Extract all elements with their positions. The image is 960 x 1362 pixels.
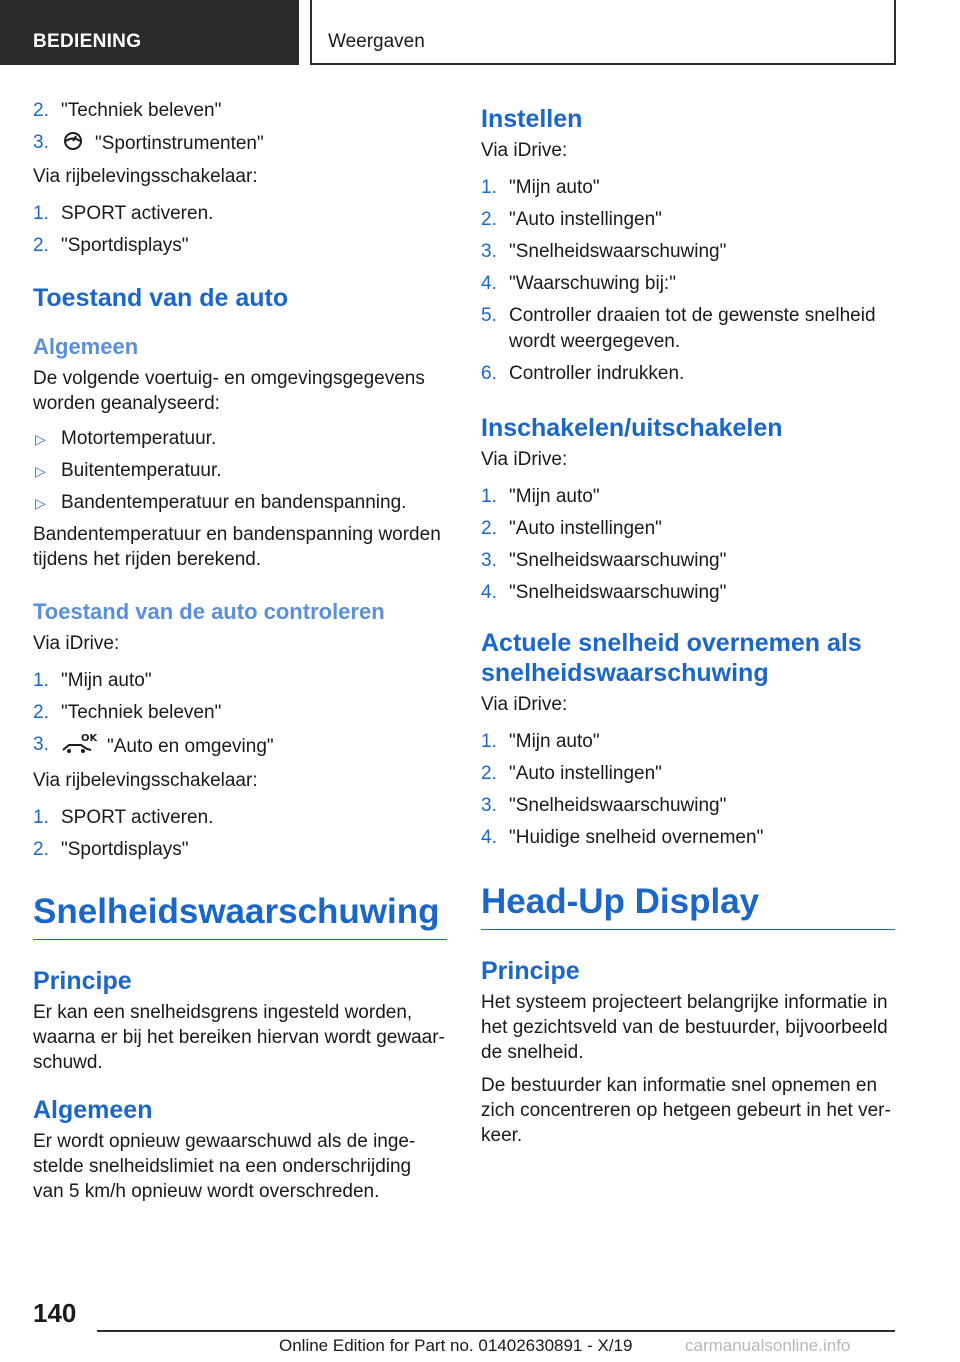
list-item — [33, 837, 447, 863]
list-text: "Snelheidswaarschuwing" — [509, 582, 727, 603]
heading-instellen: Instellen — [481, 105, 583, 133]
list-text: "Sportdisplays" — [61, 839, 189, 860]
heading-actuele-snelheid: Actuele snelheid overnemen als snelheidswaarschuwing — [481, 629, 862, 687]
heading-inschakelen: Inschakelen/uitschakelen — [481, 414, 783, 442]
list-number: 1. — [33, 203, 49, 224]
footer-divider — [97, 1330, 895, 1332]
paragraph: Via iDrive: — [481, 449, 568, 470]
list-text: "Snelheidswaarschuwing" — [509, 795, 727, 816]
list-text: "Waarschuwing bij:" — [509, 273, 676, 294]
list-text: Controller indrukken. — [509, 363, 685, 384]
paragraph: Het systeem projecteert belangrijke informatie in het gezichtsveld van de bestuurder, bijvoorbeeld de snelheid. — [481, 992, 888, 1063]
header-section-label: BEDIENING — [33, 31, 142, 52]
list-item — [33, 233, 447, 259]
paragraph: Bandentemperatuur en bandenspanning worden tijdens het rijden berekend. — [33, 524, 441, 570]
list-number: 4. — [481, 273, 497, 294]
list-item — [33, 130, 447, 158]
list-text: SPORT activeren. — [61, 203, 214, 224]
list-number: 2. — [481, 763, 497, 784]
paragraph: Via iDrive: — [33, 633, 120, 654]
list-text: "Mijn auto" — [509, 731, 600, 752]
list-item — [33, 700, 447, 726]
list-number: 2. — [481, 209, 497, 230]
page-number: 140 — [33, 1298, 77, 1328]
list-item — [33, 458, 447, 484]
steering-gauge-icon — [61, 130, 85, 158]
header-section-tab — [0, 0, 299, 65]
edition-note: Online Edition for Part no. 01402630891 - X/19 — [279, 1336, 633, 1355]
list-text: "Snelheidswaarschuwing" — [509, 241, 727, 262]
paragraph: Er kan een snelheidsgrens ingesteld worden, waarna er bij het bereiken hiervan wordt gewaar-schuwd. — [33, 1002, 445, 1073]
triangle-bullet-icon: ▷ — [35, 463, 46, 479]
list-controleren — [33, 668, 447, 762]
heading-toestand: Toestand van de auto — [33, 284, 289, 312]
list-inschakelen — [481, 484, 895, 606]
section-snelheidswaarschuwing — [33, 891, 447, 940]
list-item — [481, 580, 895, 606]
list-item — [481, 303, 895, 355]
left-column — [33, 98, 447, 1212]
list-number: 1. — [481, 731, 497, 752]
section-head-up-display — [481, 881, 895, 930]
list-text: Controller draaien tot de gewenste snelheid wordt weergegeven. — [509, 305, 876, 352]
triangle-bullet-icon: ▷ — [35, 431, 46, 447]
list-item — [33, 805, 447, 831]
list-number: 1. — [481, 177, 497, 198]
heading-principe-2: Principe — [481, 957, 580, 985]
list-item — [33, 98, 447, 124]
list-text: "Techniek beleven" — [61, 702, 222, 723]
header-subsection-label: Weergaven — [328, 31, 425, 52]
list-text: "Auto instellingen" — [509, 209, 662, 230]
list-item — [481, 239, 895, 265]
svg-text:OK: OK — [81, 733, 97, 744]
list-item — [481, 207, 895, 233]
list-item — [481, 761, 895, 787]
paragraph: Via rijbelevingsschakelaar: — [33, 166, 258, 187]
list-item — [481, 793, 895, 819]
list-item — [33, 426, 447, 452]
list-item — [33, 668, 447, 694]
list-number: 3. — [481, 241, 497, 262]
list-sport-instruments — [33, 98, 447, 158]
list-item — [481, 516, 895, 542]
list-text: "Snelheidswaarschuwing" — [509, 550, 727, 571]
list-text: "Auto en omgeving" — [107, 736, 274, 758]
list-item — [481, 729, 895, 755]
list-number: 1. — [33, 670, 49, 691]
list-sport-switch-2 — [33, 805, 447, 863]
list-item — [481, 548, 895, 574]
heading-snelheidswaarschuwing: Snelheidswaarschuwing — [33, 892, 440, 931]
paragraph: Via iDrive: — [481, 140, 568, 161]
list-text: "Mijn auto" — [509, 177, 600, 198]
paragraph: Via iDrive: — [481, 694, 568, 715]
list-item — [33, 201, 447, 227]
list-text: "Mijn auto" — [61, 670, 152, 691]
heading-controleren: Toestand van de auto controleren — [33, 599, 385, 624]
bullet-list — [33, 426, 447, 516]
list-number: 2. — [33, 100, 49, 121]
list-text: Bandentemperatuur en bandenspanning. — [61, 492, 407, 513]
list-number: 6. — [481, 363, 497, 384]
list-text: "Auto instellingen" — [509, 518, 662, 539]
list-number: 2. — [33, 235, 49, 256]
list-text: "Sportinstrumenten" — [95, 133, 264, 155]
header-subsection-tab — [310, 0, 896, 65]
paragraph: De bestuurder kan informatie snel opnemen en zich concentreren op hetgeen gebeurt in het ver-keer. — [481, 1075, 891, 1146]
list-actuele — [481, 729, 895, 851]
list-number: 3. — [33, 132, 49, 153]
paragraph: Er wordt opnieuw gewaarschuwd als de inge-stelde snelheidslimiet na een onderschrijding van 5 km/h opnieuw wordt overschreden. — [33, 1131, 416, 1202]
triangle-bullet-icon: ▷ — [35, 495, 46, 511]
list-item — [481, 484, 895, 510]
list-number: 3. — [481, 550, 497, 571]
list-number: 2. — [33, 839, 49, 860]
car-ok-icon — [61, 732, 97, 762]
paragraph: De volgende voertuig- en omgevingsgegevens worden geanalyseerd: — [33, 368, 425, 414]
list-number: 4. — [481, 582, 497, 603]
list-item — [33, 490, 447, 516]
list-text: "Sportdisplays" — [61, 235, 189, 256]
list-number: 3. — [481, 795, 497, 816]
list-number: 2. — [481, 518, 497, 539]
list-text: "Huidige snelheid overnemen" — [509, 827, 764, 848]
list-number: 1. — [33, 807, 49, 828]
list-item — [481, 825, 895, 851]
list-text: Buitentemperatuur. — [61, 460, 222, 481]
list-item — [481, 175, 895, 201]
list-item — [481, 361, 895, 387]
list-number: 1. — [481, 486, 497, 507]
list-number: 4. — [481, 827, 497, 848]
list-text: SPORT activeren. — [61, 807, 214, 828]
list-sport-switch-1 — [33, 201, 447, 259]
heading-algemeen: Algemeen — [33, 334, 139, 359]
list-text: "Mijn auto" — [509, 486, 600, 507]
list-text: Motortemperatuur. — [61, 428, 217, 449]
list-item — [33, 732, 447, 762]
heading-algemeen-2: Algemeen — [33, 1096, 153, 1124]
list-instellen — [481, 175, 895, 387]
list-number: 5. — [481, 305, 497, 326]
list-number: 2. — [33, 702, 49, 723]
list-number: 3. — [33, 734, 49, 755]
heading-head-up-display: Head-Up Display — [481, 882, 760, 921]
list-text: "Techniek beleven" — [61, 100, 222, 121]
list-text: "Auto instellingen" — [509, 763, 662, 784]
list-item — [481, 271, 895, 297]
heading-principe: Principe — [33, 967, 132, 995]
paragraph: Via rijbelevingsschakelaar: — [33, 770, 258, 791]
right-column — [481, 104, 895, 1156]
watermark: carmanualsonline.info — [685, 1336, 851, 1355]
